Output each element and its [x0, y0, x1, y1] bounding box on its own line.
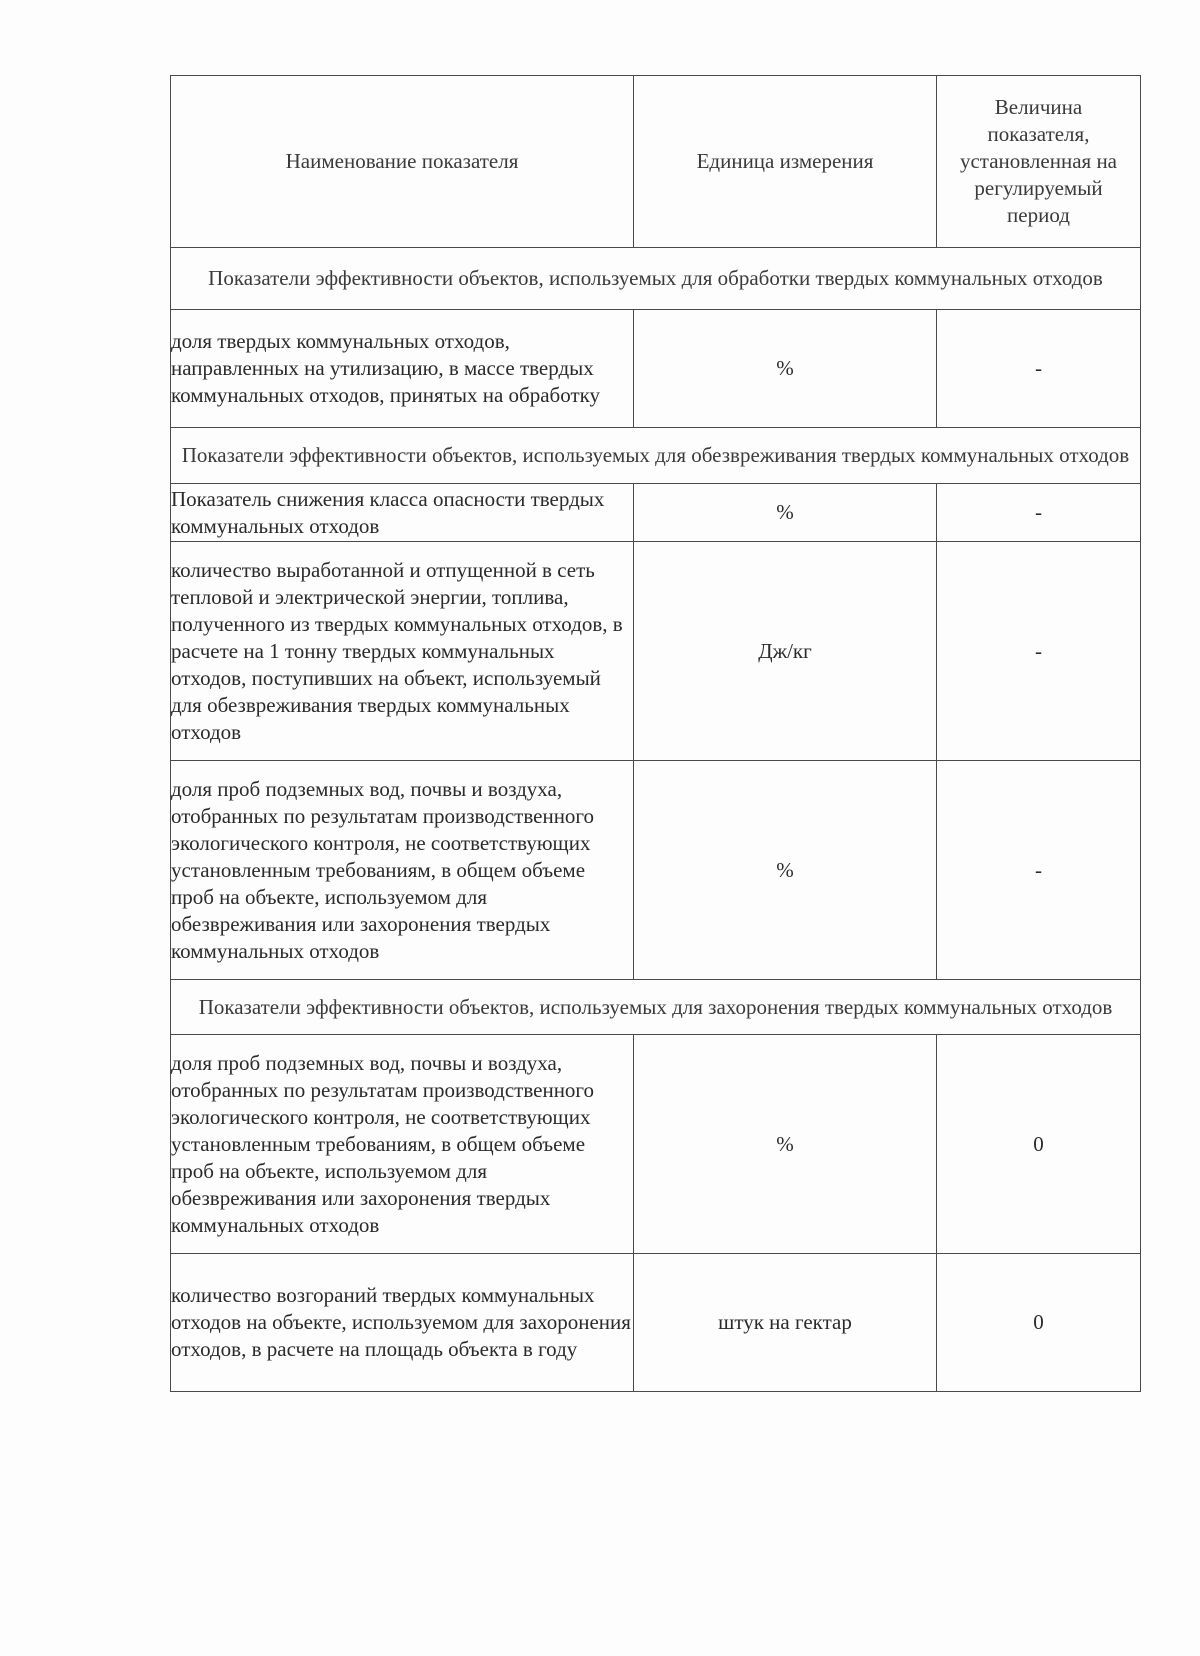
section-row-burial — [171, 980, 1141, 1035]
indicator-value: - — [937, 484, 1141, 542]
table-row — [171, 310, 1141, 428]
table-row — [171, 1254, 1141, 1392]
indicator-value: - — [937, 542, 1141, 761]
section-row-neutralization — [171, 428, 1141, 484]
indicator-value: - — [937, 761, 1141, 980]
section-title: Показатели эффективности объектов, используемых для захоронения твердых коммунальных отходов — [171, 980, 1141, 1035]
indicator-name: количество выработанной и отпущенной в сеть тепловой и электрической энергии, топлива, полученного из твердых коммунальных отходов, в расчете на 1 тонну твердых коммунальных отходов, поступивших на объект, используемый для обезвреживания твердых коммунальных отходов — [171, 542, 634, 761]
indicator-value: - — [937, 310, 1141, 428]
table-row — [171, 542, 1141, 761]
table-header-row — [171, 76, 1141, 248]
section-title: Показатели эффективности объектов, используемых для обработки твердых коммунальных отходов — [171, 248, 1141, 310]
table-row — [171, 484, 1141, 542]
indicator-unit: % — [634, 761, 937, 980]
section-title: Показатели эффективности объектов, используемых для обезвреживания твердых коммунальных отходов — [171, 428, 1141, 484]
indicator-name: доля проб подземных вод, почвы и воздуха, отобранных по результатам производственного экологического контроля, не соответствующих установленным требованиям, в общем объеме проб на объекте, используемом для обезвреживания или захоронения твердых коммунальных отходов — [171, 1035, 634, 1254]
section-row-processing — [171, 248, 1141, 310]
table-row — [171, 1035, 1141, 1254]
indicator-name: доля проб подземных вод, почвы и воздуха, отобранных по результатам производственного экологического контроля, не соответствующих установленным требованиям, в общем объеме проб на объекте, используемом для обезвреживания или захоронения твердых коммунальных отходов — [171, 761, 634, 980]
indicator-unit: штук на гектар — [634, 1254, 937, 1392]
indicator-unit: % — [634, 310, 937, 428]
indicator-name: доля твердых коммунальных отходов, направленных на утилизацию, в массе твердых коммунальных отходов, принятых на обработку — [171, 310, 634, 428]
indicator-unit: Дж/кг — [634, 542, 937, 761]
indicator-name: Показатель снижения класса опасности твердых коммунальных отходов — [171, 484, 634, 542]
indicator-name: количество возгораний твердых коммунальных отходов на объекте, используемом для захоронения отходов, в расчете на площадь объекта в году — [171, 1254, 634, 1392]
indicator-value: 0 — [937, 1035, 1141, 1254]
indicators-table — [170, 75, 1141, 1392]
indicator-unit: % — [634, 1035, 937, 1254]
indicator-unit: % — [634, 484, 937, 542]
header-value: Величина показателя, установленная на регулируемый период — [937, 76, 1141, 248]
header-unit: Единица измерения — [634, 76, 937, 248]
indicator-value: 0 — [937, 1254, 1141, 1392]
table-row — [171, 761, 1141, 980]
header-indicator-name: Наименование показателя — [171, 76, 634, 248]
